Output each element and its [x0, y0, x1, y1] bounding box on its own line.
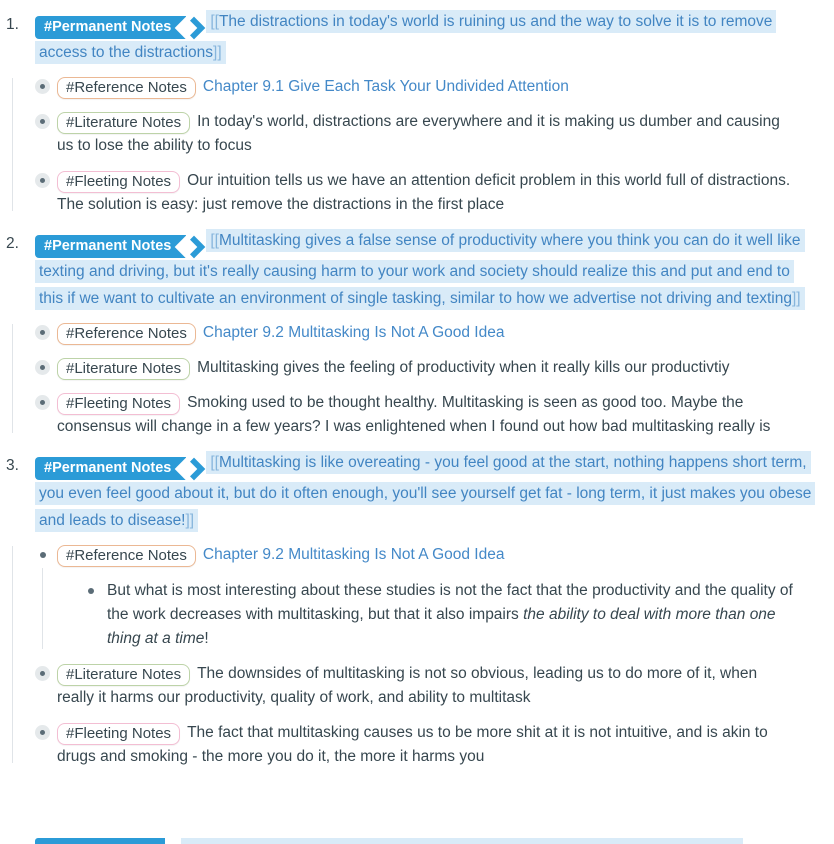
bullet-collapsed-icon[interactable]	[35, 79, 50, 94]
tag-reference-notes[interactable]: #Reference Notes	[57, 323, 196, 345]
cutoff-next-item	[35, 838, 743, 844]
chapter-link[interactable]: Chapter 9.2 Multitasking Is Not A Good Idea	[202, 546, 505, 563]
bullet-collapsed-icon[interactable]	[35, 114, 50, 129]
tag-label: #Permanent Notes	[44, 238, 172, 254]
tag-permanent-notes[interactable]	[35, 457, 186, 480]
tag-label: #Permanent Notes	[44, 460, 172, 476]
permanent-note-block	[35, 227, 834, 312]
note-text[interactable]: Our intuition tells us we have an attention deficit problem in this world full of distractions. The solution is easy: just remove the distractions in the first place	[57, 172, 791, 213]
text-part: But what is most interesting about these studies is not the fact that the productivity and the quality of the work decreases with multitasking, but that it also impairs	[107, 582, 793, 623]
bullet-collapsed-icon[interactable]	[35, 725, 50, 740]
text-part-italic: the ability to deal with more than one thing at a time	[107, 606, 776, 647]
bullet-collapsed-icon[interactable]	[35, 360, 50, 375]
bullet-dot	[40, 178, 45, 183]
bracket-close: ]]	[213, 44, 222, 61]
text-part: !	[204, 630, 209, 647]
cutoff-permanent-badge	[35, 838, 165, 844]
note-text[interactable]: Smoking used to be thought healthy. Multitasking is seen as good too. Maybe the consensus will change in a few years? I was enlightened when I found out how bad multitasking really is	[57, 394, 771, 435]
tag-fleeting-notes[interactable]: #Fleeting Notes	[57, 723, 180, 745]
outline-item-1	[0, 8, 834, 217]
note-text[interactable]: The downsides of multitasking is not so obvious, leading us to do more of it, when really it harms our productivity, quality of work, and ability to multitask	[57, 665, 758, 706]
note-block-reference	[35, 75, 834, 99]
child-blocks	[35, 321, 834, 439]
bracket-open: [[	[210, 232, 219, 249]
cutoff-highlight	[181, 838, 743, 844]
tag-permanent-notes[interactable]	[35, 235, 186, 258]
note-text[interactable]: The fact that multitasking causes us to be more shit at it is not intuitive, and is akin to drugs and smoking - the more you do it, the more it harms you	[57, 724, 768, 765]
permanent-note-block	[35, 8, 834, 66]
permanent-note-block	[35, 449, 834, 534]
bracket-close: ]]	[792, 290, 801, 307]
tag-label: #Permanent Notes	[44, 19, 172, 35]
item-number: 2.	[6, 235, 19, 252]
chapter-link[interactable]: Chapter 9.1 Give Each Task Your Undivided Attention	[202, 78, 569, 95]
page-reference-text: Multitasking gives a false sense of productivity where you think you can do it well like texting and driving, but it's really causing harm to your work and society should realize this and put and end to this if we want to cultivate an environment of single tasking, similar to how we advertise not driving and texting	[39, 232, 801, 307]
tag-fleeting-notes[interactable]: #Fleeting Notes	[57, 393, 180, 415]
bullet-expanded-icon[interactable]	[35, 547, 50, 562]
note-text[interactable]	[107, 582, 793, 647]
bullet-collapsed-icon[interactable]	[35, 666, 50, 681]
tag-reference-notes[interactable]: #Reference Notes	[57, 77, 196, 99]
note-block-reference	[35, 321, 834, 345]
bullet-dot	[40, 84, 45, 89]
outline-item-3	[0, 449, 834, 769]
tag-fleeting-notes[interactable]: #Fleeting Notes	[57, 171, 180, 193]
note-block-fleeting	[35, 169, 834, 217]
note-block-literature	[35, 356, 834, 380]
bullet-dot	[40, 730, 45, 735]
bullet-collapsed-icon[interactable]	[35, 173, 50, 188]
tag-literature-notes[interactable]: #Literature Notes	[57, 112, 190, 134]
page-reference-text: The distractions in today's world is ruining us and the way to solve it is to remove access to the distractions	[39, 13, 773, 61]
child-blocks	[35, 543, 834, 769]
cutoff-badge-gap	[165, 838, 181, 844]
bracket-close: ]]	[185, 512, 195, 529]
chapter-link[interactable]: Chapter 9.2 Multitasking Is Not A Good Idea	[202, 324, 505, 341]
bullet-dot	[40, 400, 45, 405]
bullet-icon[interactable]	[88, 588, 94, 594]
bullet-collapsed-icon[interactable]	[35, 395, 50, 410]
note-text[interactable]: Multitasking gives the feeling of productivity when it really kills our productivtiy	[197, 359, 730, 376]
note-block-literature	[35, 662, 834, 710]
bullet-dot	[40, 671, 45, 676]
note-text[interactable]: In today's world, distractions are everywhere and it is making us dumber and causing us to lose the ability to focus	[57, 113, 780, 154]
tag-literature-notes[interactable]: #Literature Notes	[57, 664, 190, 686]
item-number: 1.	[6, 16, 19, 33]
note-block-reference	[35, 543, 834, 651]
tag-permanent-notes[interactable]	[35, 16, 186, 39]
tag-reference-notes[interactable]: #Reference Notes	[57, 545, 196, 567]
outline-item-2	[0, 227, 834, 439]
bracket-open: [[	[210, 454, 219, 471]
bullet-dot	[40, 552, 46, 558]
tag-literature-notes[interactable]: #Literature Notes	[57, 358, 190, 380]
child-blocks	[35, 75, 834, 217]
bullet-dot	[40, 330, 45, 335]
nested-note-block	[87, 579, 796, 651]
note-block-literature	[35, 110, 834, 158]
bullet-dot	[40, 365, 45, 370]
note-block-fleeting	[35, 721, 834, 769]
item-number: 3.	[6, 457, 19, 474]
note-block-fleeting	[35, 391, 834, 439]
page-reference-text: Multitasking is like overeating - you feel good at the start, nothing happens short term, you even feel good about it, but do it often enough, you'll see yourself get fat - long term, it just makes you obese and leads to disease!	[39, 454, 812, 529]
bullet-collapsed-icon[interactable]	[35, 325, 50, 340]
bracket-open: [[	[210, 13, 219, 30]
bullet-dot	[40, 119, 45, 124]
